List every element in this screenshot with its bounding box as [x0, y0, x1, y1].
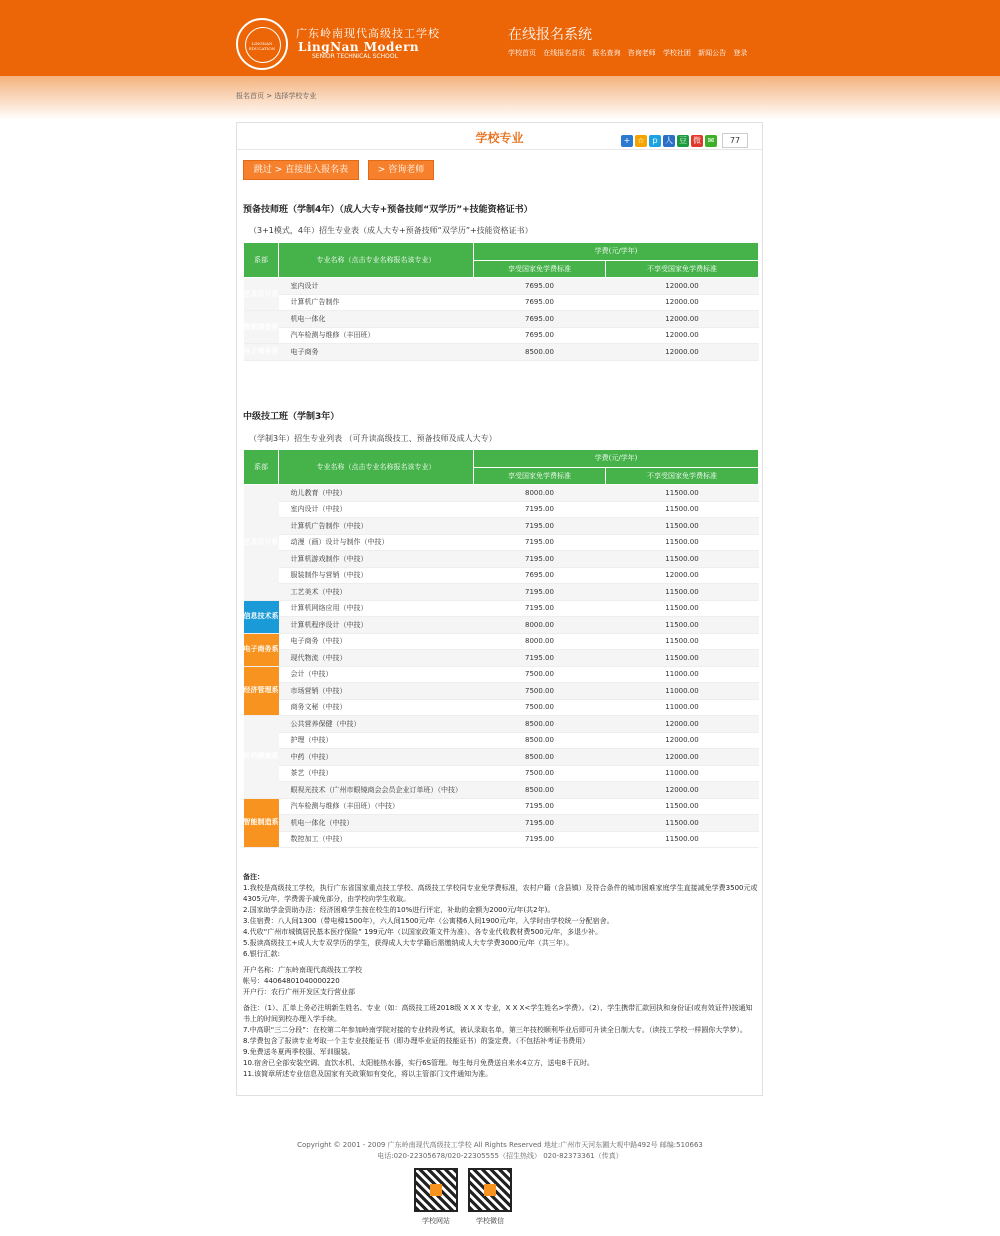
major-cell[interactable]: 计算机网络应用（中技） — [279, 600, 474, 617]
fee-nonfree-cell: 11500.00 — [606, 798, 759, 815]
breadcrumb[interactable]: 报名首页 > 选择学校专业 — [236, 92, 317, 100]
note-line: 3.住宿费：八人间1300（带电梯1500年），六人间1500元/年（公寓楼6人间1900元/年，入学时由学校统一分配宿舍。 — [243, 917, 614, 925]
fee-nonfree-cell: 12000.00 — [606, 732, 759, 749]
fee-nonfree-cell: 11000.00 — [606, 765, 759, 782]
major-cell[interactable]: 计算机程序设计（中技） — [279, 617, 474, 634]
table-row[interactable] — [244, 633, 759, 650]
major-cell[interactable]: 计算机广告制作（中技） — [279, 518, 474, 535]
col-fee-nonfree: 不享受国家免学费标准 — [606, 260, 759, 278]
dept-cell: 智能制造系 — [244, 311, 279, 344]
fee-nonfree-cell: 11500.00 — [606, 633, 759, 650]
footer-copyright: Copyright © 2001 - 2009 广东岭南现代高级技工学校 All Rights Reserved 地址:广州市天河东圃大观中路492号 邮编:510663 — [297, 1141, 703, 1149]
fee-free-cell: 7695.00 — [474, 327, 606, 344]
table-row[interactable] — [244, 683, 759, 700]
major-cell[interactable]: 机电一体化 — [279, 311, 474, 328]
dept-cell: 医药健康系 — [244, 716, 279, 799]
fee-free-cell: 8000.00 — [474, 633, 606, 650]
major-cell[interactable]: 幼儿教育（中技） — [279, 485, 474, 502]
table-row[interactable] — [244, 518, 759, 535]
nav-enroll-query[interactable]: 报名查询 — [592, 49, 621, 57]
fee-nonfree-cell: 11000.00 — [606, 699, 759, 716]
note-line: 10.宿舍已全部安装空调、直饮水机、太阳能热水器，实行6S管理。每生每月免费送自来水4立方，送电8千瓦时。 — [243, 1059, 594, 1067]
major-cell[interactable]: 机电一体化（中技） — [279, 815, 474, 832]
note-line: 开户名称：广东岭南现代高级技工学校 — [243, 966, 362, 974]
fee-nonfree-cell: 11500.00 — [606, 551, 759, 568]
dept-cell: 信息技术系 — [244, 600, 279, 633]
share-douban-icon[interactable]: 豆 — [679, 135, 687, 145]
notes-block — [243, 872, 758, 1080]
fee-free-cell: 7195.00 — [474, 584, 606, 601]
site-footer — [0, 1140, 1000, 1162]
note-line: 7.中高职“三二分段”：在校第二年参加岭南学院对接的专业转段考试，被认录取名单，第三年技校顺利毕业后即可升读全日制大专。（读技工学校一样圆你大学梦）。 — [243, 1026, 747, 1034]
fee-nonfree-cell: 11500.00 — [606, 518, 759, 535]
share-renren-icon[interactable]: 人 — [665, 135, 673, 145]
col-fee-free: 享受国家免学费标准 — [474, 260, 606, 278]
panel-title: 学校专业 — [475, 131, 524, 145]
col-fee-free: 享受国家免学费标准 — [474, 467, 606, 485]
note-line: 1.我校是高级技工学校，执行广东省国家重点技工学校、高级技工学校同专业免学费标准，农村户籍（含县镇）及符合条件的城市困难家庭学生直接减免学费3500元或4305元/年，学费需予减免部分，由学校向学生收取。 — [243, 884, 758, 903]
table-row[interactable] — [244, 584, 759, 601]
major-cell[interactable]: 商务文秘（中技） — [279, 699, 474, 716]
fee-nonfree-cell: 11500.00 — [606, 501, 759, 518]
fee-free-cell: 7195.00 — [474, 518, 606, 535]
table-row[interactable] — [244, 650, 759, 667]
dept-cell: 电子商务系 — [244, 633, 279, 666]
major-cell[interactable]: 计算机广告制作 — [279, 294, 474, 311]
nav-login[interactable]: 登录 — [733, 49, 748, 57]
fee-free-cell: 7500.00 — [474, 765, 606, 782]
share-bar — [621, 130, 748, 149]
table-row[interactable] — [244, 699, 759, 716]
table-row[interactable] — [244, 782, 759, 799]
section1-table — [243, 242, 759, 361]
share-count: 77 — [722, 133, 748, 148]
section1-title: 预备技师班（学制4年）（成人大专+预备技师“双学历”+技能资格证书） — [243, 205, 533, 215]
nav-news[interactable]: 新闻公告 — [698, 49, 727, 57]
table-row[interactable] — [244, 534, 759, 551]
col-dept: 系部 — [244, 450, 279, 485]
fee-free-cell: 8000.00 — [474, 617, 606, 634]
major-cell[interactable]: 市场营销（中技） — [279, 683, 474, 700]
major-cell[interactable]: 汽车检测与维修（丰田班）（中技） — [279, 798, 474, 815]
table-row[interactable] — [244, 831, 759, 848]
fee-free-cell: 8500.00 — [474, 716, 606, 733]
section1-subtitle: （3+1模式，4年）招生专业表（成人大专+预备技师“双学历”+技能资格证书） — [249, 226, 533, 235]
col-dept: 系部 — [244, 243, 279, 278]
fee-nonfree-cell: 11500.00 — [606, 534, 759, 551]
qr-website-icon[interactable] — [414, 1168, 458, 1212]
school-name-cn: 广东岭南现代高级技工学校 — [296, 27, 440, 40]
table-row[interactable] — [244, 716, 759, 733]
fee-nonfree-cell: 11500.00 — [606, 600, 759, 617]
school-seal-icon[interactable] — [236, 18, 288, 70]
nav-clubs[interactable]: 学校社团 — [662, 49, 691, 57]
col-fee: 学费(元/学年) — [474, 243, 759, 261]
table-row[interactable] — [244, 278, 759, 295]
col-major: 专业名称（点击专业名称报名该专业） — [279, 450, 474, 485]
fee-nonfree-cell: 12000.00 — [606, 294, 759, 311]
fee-free-cell: 7195.00 — [474, 798, 606, 815]
nav-school-home[interactable]: 学校首页 — [508, 49, 536, 57]
notes-heading: 备注： — [243, 873, 264, 881]
col-major: 专业名称（点击专业名称报名该专业） — [279, 243, 474, 278]
fee-nonfree-cell: 12000.00 — [606, 344, 759, 361]
school-name-en: LingNan Modern — [298, 40, 420, 54]
nav-enroll-home[interactable]: 在线报名首页 — [543, 49, 586, 57]
fee-free-cell: 7695.00 — [474, 278, 606, 295]
fee-nonfree-cell: 11500.00 — [606, 617, 759, 634]
share-weibo-icon[interactable]: 微 — [693, 135, 701, 145]
section2-table — [243, 449, 759, 848]
fee-free-cell: 7195.00 — [474, 831, 606, 848]
qr-wechat-icon[interactable] — [468, 1168, 512, 1212]
fee-nonfree-cell: 11000.00 — [606, 666, 759, 683]
dept-cell: 经济管理系 — [244, 666, 279, 716]
dept-cell: 艺术设计系 — [244, 278, 279, 311]
table-row[interactable] — [244, 617, 759, 634]
table-row[interactable] — [244, 600, 759, 617]
dept-cell: 电子商务系 — [244, 344, 279, 361]
note-line: 帐号：44064801040000220 — [243, 977, 340, 985]
major-cell[interactable]: 汽车检测与维修（丰田班） — [279, 327, 474, 344]
fee-free-cell: 7695.00 — [474, 294, 606, 311]
share-qzone-icon[interactable]: p — [649, 135, 661, 147]
fee-nonfree-cell: 12000.00 — [606, 749, 759, 766]
major-cell[interactable]: 动漫（画）设计与制作（中技） — [279, 534, 474, 551]
table-row[interactable] — [244, 551, 759, 568]
fee-nonfree-cell: 12000.00 — [606, 327, 759, 344]
fee-nonfree-cell: 12000.00 — [606, 278, 759, 295]
fee-free-cell: 7695.00 — [474, 311, 606, 328]
note-line: 11.该简章所述专业信息及国家有关政策如有变化，将以主管部门文件通知为准。 — [243, 1070, 493, 1078]
fee-free-cell: 7195.00 — [474, 650, 606, 667]
fee-nonfree-cell: 11500.00 — [606, 584, 759, 601]
qr-website-label: 学校网站 — [422, 1217, 450, 1225]
major-cell[interactable]: 会计（中技） — [279, 666, 474, 683]
qr-wechat-label: 学校微信 — [476, 1217, 504, 1225]
panel-header — [237, 123, 762, 150]
fee-free-cell: 7195.00 — [474, 501, 606, 518]
consult-teacher-button[interactable]: > 咨询老师 — [368, 160, 434, 180]
header-gradient — [0, 76, 1000, 120]
fee-free-cell: 8000.00 — [474, 485, 606, 502]
fee-free-cell: 7195.00 — [474, 534, 606, 551]
footer-contact: 电话:020-22305678/020-22305555（招生热线） 020-82373361（传真） — [377, 1152, 623, 1160]
fee-nonfree-cell: 12000.00 — [606, 782, 759, 799]
share-favorite-icon[interactable]: ☆ — [635, 135, 647, 147]
dept-cell: 艺术设计系 — [244, 485, 279, 601]
fee-nonfree-cell: 11500.00 — [606, 831, 759, 848]
fee-nonfree-cell: 11500.00 — [606, 815, 759, 832]
major-cell[interactable]: 室内设计（中技） — [279, 501, 474, 518]
fee-free-cell: 7195.00 — [474, 551, 606, 568]
note-line: 4.代收“广州市城镇居民基本医疗保险” 199元/年（以国家政策文件为准）、各专业代收教材费500元/年，多退少补。 — [243, 928, 603, 936]
note-line: 9.免费送冬夏两季校服、军训服装。 — [243, 1048, 355, 1056]
table-row[interactable] — [244, 327, 759, 344]
section2-subtitle: （学制3年）招生专业列表 （可升读高级技工、预备技师及成人大专） — [249, 434, 497, 443]
major-cell[interactable]: 电子商务 — [279, 344, 474, 361]
major-cell[interactable]: 计算机游戏制作（中技） — [279, 551, 474, 568]
major-cell[interactable]: 现代物流（中技） — [279, 650, 474, 667]
fee-free-cell: 7195.00 — [474, 815, 606, 832]
fee-free-cell: 7695.00 — [474, 567, 606, 584]
section2-title: 中级技工班（学制3年） — [243, 412, 340, 422]
fee-free-cell: 8500.00 — [474, 344, 606, 361]
note-line: 2.国家助学金资助办法：经济困难学生按在校生的10%进行评定，补助的金额为2000元/年(共2年)。 — [243, 906, 555, 914]
fee-free-cell: 8500.00 — [474, 782, 606, 799]
table-row[interactable] — [244, 765, 759, 782]
nav-consult[interactable]: 咨询老师 — [627, 49, 656, 57]
major-cell[interactable]: 中药（中技） — [279, 749, 474, 766]
fee-free-cell: 7500.00 — [474, 666, 606, 683]
major-cell[interactable]: 工艺美术（中技） — [279, 584, 474, 601]
major-cell[interactable]: 公共营养保健（中技） — [279, 716, 474, 733]
major-cell[interactable]: 护理（中技） — [279, 732, 474, 749]
fee-free-cell: 8500.00 — [474, 749, 606, 766]
fee-nonfree-cell: 11500.00 — [606, 485, 759, 502]
major-cell[interactable]: 茶艺（中技） — [279, 765, 474, 782]
col-fee: 学费(元/学年) — [474, 450, 759, 468]
table-row[interactable] — [244, 749, 759, 766]
note-line: 开户行：农行广州开发区支行营业部 — [243, 988, 355, 996]
col-fee-nonfree: 不享受国家免学费标准 — [606, 467, 759, 485]
table-row[interactable] — [244, 732, 759, 749]
share-wechat-icon[interactable]: ✉ — [705, 135, 717, 147]
fee-free-cell: 8500.00 — [474, 732, 606, 749]
site-header — [0, 0, 1000, 76]
fee-nonfree-cell: 11000.00 — [606, 683, 759, 700]
table-row[interactable] — [244, 311, 759, 328]
major-cell[interactable]: 数控加工（中技） — [279, 831, 474, 848]
fee-nonfree-cell: 12000.00 — [606, 716, 759, 733]
table-row[interactable] — [244, 294, 759, 311]
table-row[interactable] — [244, 666, 759, 683]
table-row[interactable] — [244, 567, 759, 584]
table-row[interactable] — [244, 815, 759, 832]
note-line: 5.报读高级技工+成人大专双学历的学生，获得成人大专学籍后需缴纳成人大专学费3000元/年（共三年）。 — [243, 939, 574, 947]
major-cell[interactable]: 服装制作与营销（中技） — [279, 567, 474, 584]
school-subtitle: SENIOR TECHNICAL SCHOOL — [312, 53, 398, 60]
system-title: 在线报名系统 — [508, 27, 592, 43]
note-line: 备注：（1）、汇单上务必注明新生姓名、专业（如：高级技工班2018级 X X X 专业，X X X<学生姓名>学费）。（2）、学生携带汇款回执和身份证(或有效证件)按通知书上的时间到校办理入学手续。 — [243, 1004, 753, 1023]
fee-free-cell: 7195.00 — [474, 600, 606, 617]
fee-nonfree-cell: 12000.00 — [606, 567, 759, 584]
major-cell[interactable]: 电子商务（中技） — [279, 633, 474, 650]
fee-free-cell: 7500.00 — [474, 683, 606, 700]
table-row[interactable] — [244, 798, 759, 815]
major-cell[interactable]: 室内设计 — [279, 278, 474, 295]
note-line: 6.银行汇款: — [243, 950, 281, 958]
major-cell[interactable]: 眼视光技术（广州市眼镜商会会员企业订单班）（中技） — [279, 782, 474, 799]
share-more-icon[interactable]: + — [621, 135, 633, 147]
table-row[interactable] — [244, 501, 759, 518]
table-row[interactable] — [244, 485, 759, 502]
note-line: 8.学费包含了报读专业考取一个主专业技能证书（即办理毕业证的技能证书）的鉴定费。（不包括补考证书费用） — [243, 1037, 590, 1045]
dept-cell: 智能制造系 — [244, 798, 279, 848]
fee-nonfree-cell: 11500.00 — [606, 650, 759, 667]
fee-free-cell: 7500.00 — [474, 699, 606, 716]
skip-to-form-button[interactable]: 跳过 > 直接进入报名表 — [243, 160, 359, 180]
table-row[interactable] — [244, 344, 759, 361]
seal-text: LINGNAN EDUCATION — [248, 41, 276, 51]
fee-nonfree-cell: 12000.00 — [606, 311, 759, 328]
top-nav — [508, 48, 752, 58]
